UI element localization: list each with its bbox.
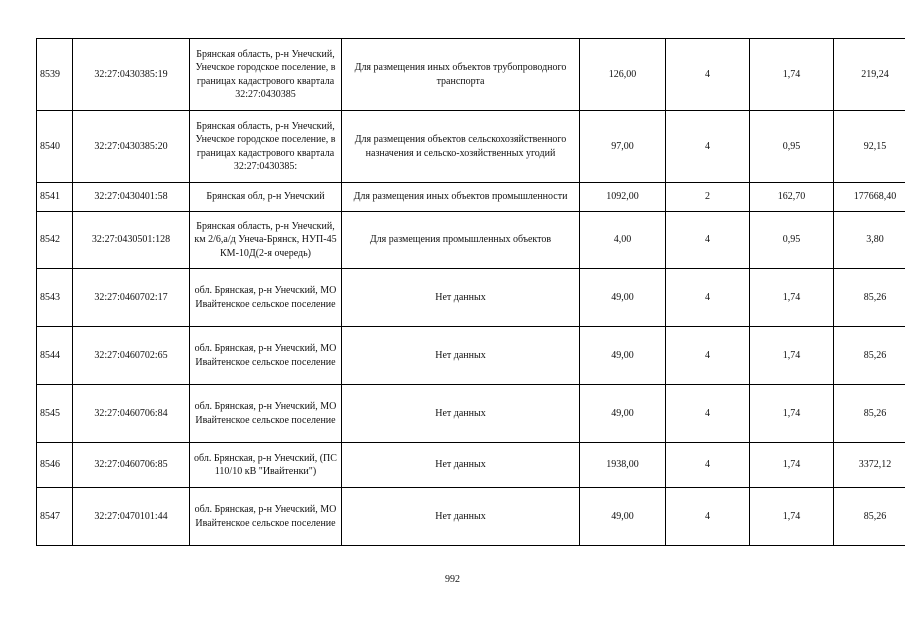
group-cell: 4 xyxy=(666,269,750,327)
rate-cell: 0,95 xyxy=(750,212,834,269)
table-row xyxy=(37,212,905,269)
cadastral-number: 32:27:0470101:44 xyxy=(73,488,190,546)
address-cell: Брянская область, р-н Унечский, Унечское городское поселение, в границах кадастрового квартала 32:27:0430385 xyxy=(190,39,342,111)
row-number: 8545 xyxy=(37,385,73,443)
address-cell: обл. Брянская, р-н Унечский, МО Ивайтенское сельское поселение xyxy=(190,269,342,327)
area-cell: 4,00 xyxy=(580,212,666,269)
rate-cell: 1,74 xyxy=(750,443,834,488)
purpose-cell: Для размещения иных объектов промышленности xyxy=(342,183,580,212)
area-cell: 49,00 xyxy=(580,488,666,546)
row-number: 8547 xyxy=(37,488,73,546)
purpose-cell: Нет данных xyxy=(342,385,580,443)
rate-cell: 1,74 xyxy=(750,269,834,327)
area-cell: 1938,00 xyxy=(580,443,666,488)
area-cell: 49,00 xyxy=(580,269,666,327)
area-cell: 126,00 xyxy=(580,39,666,111)
cadastral-number: 32:27:0430501:128 xyxy=(73,212,190,269)
value-cell: 85,26 xyxy=(834,385,905,443)
cadastral-number: 32:27:0460702:65 xyxy=(73,327,190,385)
page-number: 992 xyxy=(445,574,460,585)
area-cell: 1092,00 xyxy=(580,183,666,212)
rate-cell: 1,74 xyxy=(750,39,834,111)
value-cell: 85,26 xyxy=(834,269,905,327)
table-row xyxy=(37,327,905,385)
address-cell: Брянская область, р-н Унечский, км 2/6,а/д Унеча-Брянск, НУП-45 КМ-10Д(2-я очередь) xyxy=(190,212,342,269)
area-cell: 49,00 xyxy=(580,385,666,443)
table-row xyxy=(37,385,905,443)
area-cell: 97,00 xyxy=(580,111,666,183)
value-cell: 3372,12 xyxy=(834,443,905,488)
group-cell: 4 xyxy=(666,39,750,111)
table-row xyxy=(37,269,905,327)
rate-cell: 1,74 xyxy=(750,327,834,385)
group-cell: 4 xyxy=(666,488,750,546)
address-cell: обл. Брянская, р-н Унечский, (ПС 110/10 кВ "Ивайтенки") xyxy=(190,443,342,488)
group-cell: 2 xyxy=(666,183,750,212)
purpose-cell: Нет данных xyxy=(342,269,580,327)
purpose-cell: Для размещения иных объектов трубопроводного транспорта xyxy=(342,39,580,111)
row-number: 8542 xyxy=(37,212,73,269)
table-row xyxy=(37,39,905,111)
group-cell: 4 xyxy=(666,212,750,269)
purpose-cell: Нет данных xyxy=(342,488,580,546)
group-cell: 4 xyxy=(666,443,750,488)
rate-cell: 0,95 xyxy=(750,111,834,183)
table-row xyxy=(37,488,905,546)
land-registry-table xyxy=(36,38,905,546)
area-cell: 49,00 xyxy=(580,327,666,385)
purpose-cell: Для размещения промышленных объектов xyxy=(342,212,580,269)
value-cell: 177668,40 xyxy=(834,183,905,212)
value-cell: 219,24 xyxy=(834,39,905,111)
address-cell: Брянская область, р-н Унечский, Унечское городское поселение, в границах кадастрового квартала 32:27:0430385: xyxy=(190,111,342,183)
rate-cell: 162,70 xyxy=(750,183,834,212)
value-cell: 85,26 xyxy=(834,488,905,546)
cadastral-number: 32:27:0460702:17 xyxy=(73,269,190,327)
row-number: 8541 xyxy=(37,183,73,212)
cadastral-number: 32:27:0430385:20 xyxy=(73,111,190,183)
group-cell: 4 xyxy=(666,111,750,183)
row-number: 8544 xyxy=(37,327,73,385)
value-cell: 85,26 xyxy=(834,327,905,385)
rate-cell: 1,74 xyxy=(750,385,834,443)
row-number: 8539 xyxy=(37,39,73,111)
address-cell: обл. Брянская, р-н Унечский, МО Ивайтенское сельское поселение xyxy=(190,385,342,443)
value-cell: 92,15 xyxy=(834,111,905,183)
cadastral-number: 32:27:0430385:19 xyxy=(73,39,190,111)
rate-cell: 1,74 xyxy=(750,488,834,546)
purpose-cell: Нет данных xyxy=(342,443,580,488)
cadastral-number: 32:27:0460706:85 xyxy=(73,443,190,488)
value-cell: 3,80 xyxy=(834,212,905,269)
group-cell: 4 xyxy=(666,385,750,443)
purpose-cell: Для размещения объектов сельскохозяйственного назначения и сельско-хозяйственных угодий xyxy=(342,111,580,183)
table-row xyxy=(37,111,905,183)
address-cell: Брянская обл, р-н Унечский xyxy=(190,183,342,212)
row-number: 8546 xyxy=(37,443,73,488)
address-cell: обл. Брянская, р-н Унечский, МО Ивайтенское сельское поселение xyxy=(190,488,342,546)
group-cell: 4 xyxy=(666,327,750,385)
row-number: 8543 xyxy=(37,269,73,327)
table-row xyxy=(37,183,905,212)
cadastral-number: 32:27:0430401:58 xyxy=(73,183,190,212)
table-row xyxy=(37,443,905,488)
cadastral-number: 32:27:0460706:84 xyxy=(73,385,190,443)
purpose-cell: Нет данных xyxy=(342,327,580,385)
address-cell: обл. Брянская, р-н Унечский, МО Ивайтенское сельское поселение xyxy=(190,327,342,385)
row-number: 8540 xyxy=(37,111,73,183)
